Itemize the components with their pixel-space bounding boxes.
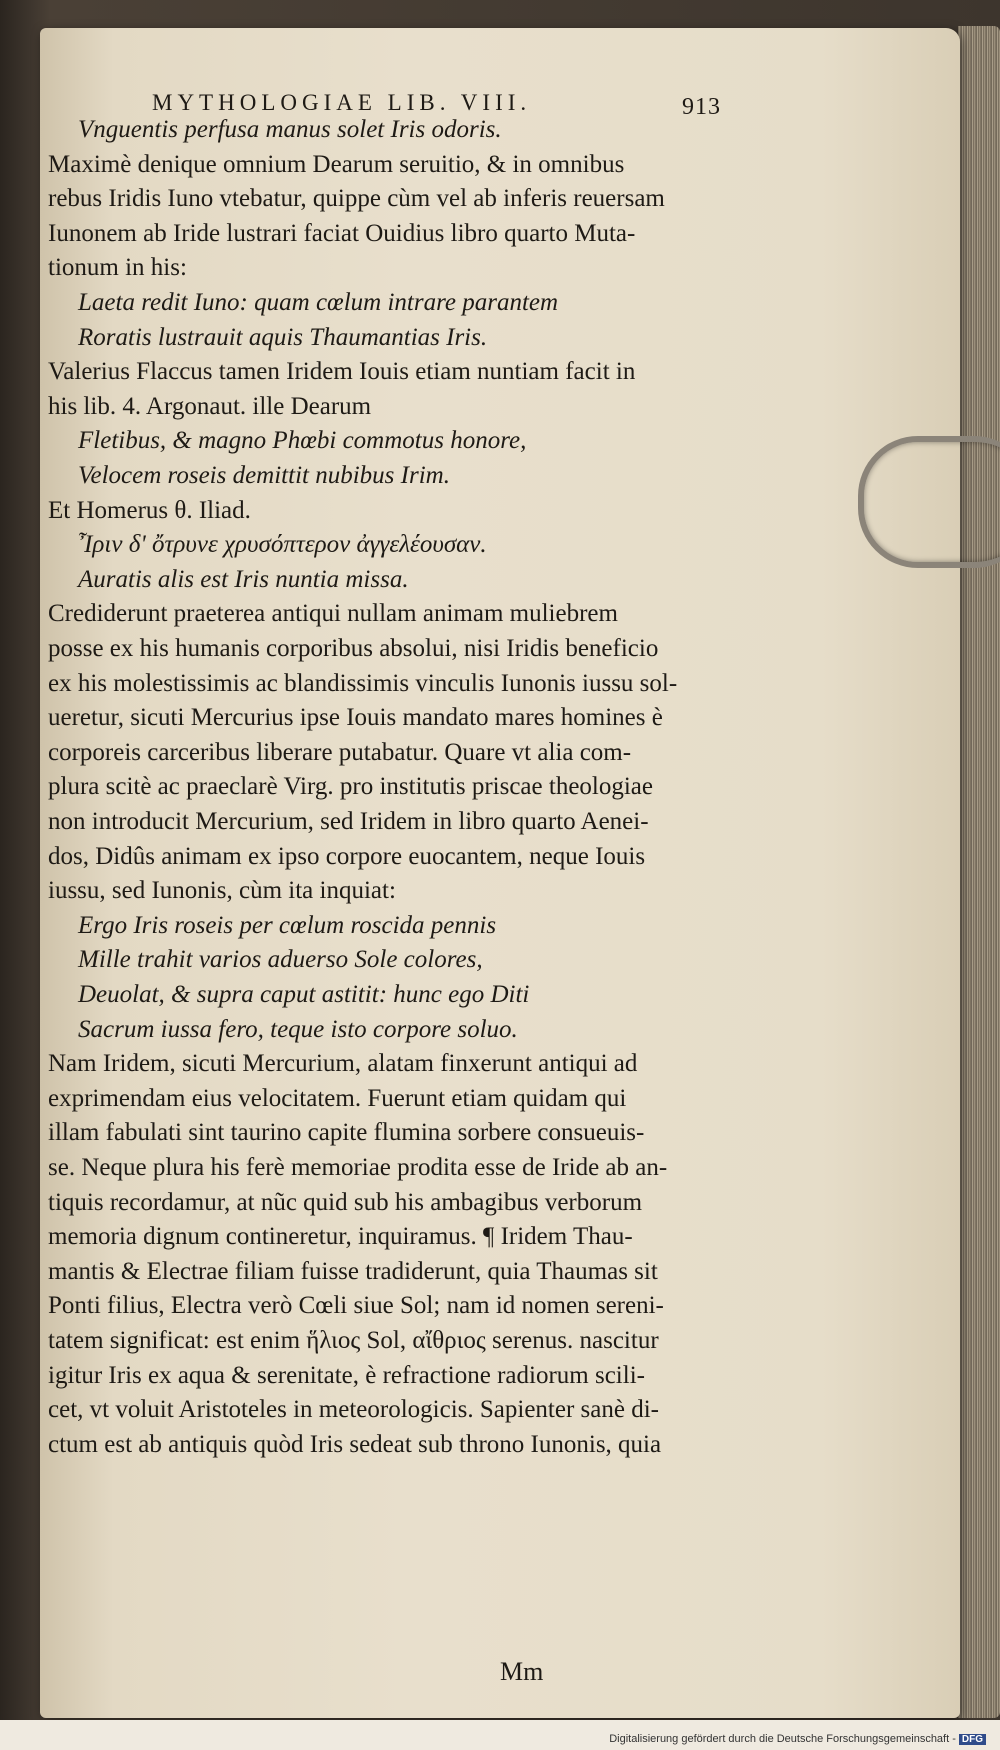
text-line: Fletibus, & magno Phœbi commotus honore,: [78, 427, 527, 455]
text-line: Valerius Flaccus tamen Iridem Iouis etiam nuntiam facit in: [48, 358, 636, 386]
page-edges: [958, 26, 1000, 1718]
text-line: memoria dignum contineretur, inquiramus. ¶ Iridem Thau-: [48, 1223, 633, 1251]
text-line: Iunonem ab Iride lustrari faciat Ouidius libro quarto Muta-: [48, 219, 636, 247]
text-line: rebus Iridis Iuno vtebatur, quippe cùm vel ab inferis reuersam: [48, 185, 665, 213]
text-line: mantis & Electrae filiam fuisse tradiderunt, quia Thaumas sit: [48, 1257, 658, 1285]
text-line: exprimendam eius velocitatem. Fuerunt etiam quidam qui: [48, 1084, 627, 1112]
text-line: Maximè denique omnium Dearum seruitio, & in omnibus: [48, 150, 625, 178]
text-line: Velocem roseis demittit nubibus Irim.: [78, 462, 450, 489]
text-line: Sacrum iussa fero, teque isto corpore soluo.: [78, 1015, 518, 1043]
text-line: tiquis recordamur, at nũc quid sub his ambagibus verborum: [48, 1188, 643, 1216]
text-line: Nam Iridem, sicuti Mercurium, alatam finxerunt antiqui ad: [48, 1050, 638, 1078]
text-line: se. Neque plura his ferè memoriae prodita esse de Iride ab an-: [48, 1154, 668, 1181]
text-line: tatem significat: est enim ἥλιος Sol, αἴθριος serenus. nascitur: [48, 1327, 659, 1354]
text-line: ex his molestissimis ac blandissimis vinculis Iunonis iussu sol-: [48, 669, 678, 697]
text-line: iussu, sed Iunonis, cùm ita inquiat:: [48, 877, 396, 905]
footer-note-text: Digitalisierung gefördert durch die Deutsche Forschungsgemeinschaft -: [609, 1733, 956, 1745]
text-line: non introducit Mercurium, sed Iridem in libro quarto Aenei-: [48, 808, 649, 835]
text-line: Auratis alis est Iris nuntia missa.: [78, 565, 409, 593]
text-line: Ἶριν δ' ὄτρυνε χρυσόπτερον ἀγγελέουσαν.: [78, 531, 487, 559]
text-line: posse ex his humanis corporibus absolui, nisi Iridis beneficio: [48, 635, 659, 662]
footer-note: [609, 1733, 986, 1745]
dfg-logo: DFG: [959, 1734, 986, 1745]
text-line: Ponti filius, Electra verò Cœli siue Sol; nam id nomen sereni-: [48, 1292, 664, 1320]
text-line: Ergo Iris roseis per cœlum roscida pennis: [78, 911, 497, 939]
text-line: his lib. 4. Argonaut. ille Dearum: [48, 392, 372, 420]
signature-mark: Mm: [500, 1657, 544, 1686]
text-line: dos, Didûs animam ex ipso corpore euocantem, neque Iouis: [48, 842, 646, 870]
page-number: 913: [682, 94, 721, 120]
text-line: ctum est ab antiquis quòd Iris sedeat sub throno Iunonis, quia: [48, 1430, 662, 1458]
page-clip: [858, 436, 1000, 568]
text-line: corporeis carceribus liberare putabatur. Quare vt alia com-: [48, 738, 632, 766]
running-title: MYTHOLOGIAE LIB. VIII.: [152, 90, 532, 115]
text-line: ueretur, sicuti Mercurius ipse Iouis mandato mares homines è: [48, 704, 663, 732]
text-line: cet, vt voluit Aristoteles in meteorologicis. Sapienter sanè di-: [48, 1396, 659, 1424]
text-line: igitur Iris ex aqua & serenitate, è refractione radiorum scili-: [48, 1361, 645, 1389]
text-line: illam fabulati sint taurino capite flumina sorbere consueuis-: [48, 1119, 645, 1147]
text-line: Laeta redit Iuno: quam cœlum intrare parantem: [78, 289, 559, 316]
text-line: Deuolat, & supra caput astitit: hunc ego Diti: [78, 981, 530, 1008]
text-line: plura scitè ac praeclarè Virg. pro institutis priscae theologiae: [48, 773, 653, 801]
text-line: Roratis lustrauit aquis Thaumantias Iris.: [78, 323, 488, 351]
text-line: Crediderunt praeterea antiqui nullam animam muliebrem: [48, 600, 618, 628]
text-line: Et Homerus θ. Iliad.: [48, 496, 251, 524]
text-line: tionum in his:: [48, 254, 187, 282]
text-line: Vnguentis perfusa manus solet Iris odoris.: [78, 116, 502, 143]
text-line: Mille trahit varios aduerso Sole colores,: [78, 946, 483, 974]
